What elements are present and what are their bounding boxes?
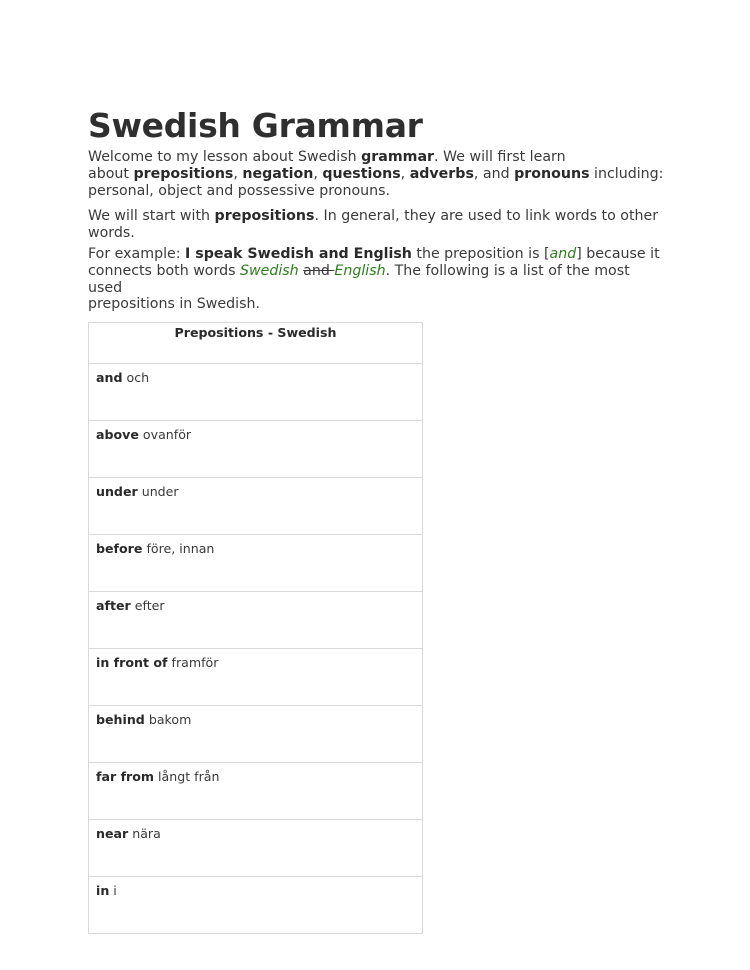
para-text: prepositions in Swedish.	[88, 296, 260, 313]
swedish-word: före, innan	[142, 541, 215, 556]
swedish-word: långt från	[154, 769, 220, 784]
swedish-word: i	[109, 883, 117, 898]
struck-and: and	[303, 262, 335, 279]
swedish-word: bakom	[144, 712, 192, 727]
para-text: the preposition is [	[411, 245, 550, 262]
table-cell	[89, 820, 423, 877]
table-row	[89, 763, 423, 820]
swedish-word: och	[122, 370, 150, 385]
para-text: For example:	[88, 245, 186, 262]
para-text: ] because it	[576, 245, 660, 262]
intro-text: , and	[473, 165, 515, 182]
english-word: behind	[96, 712, 145, 727]
english-word: after	[96, 598, 131, 613]
table-row	[89, 478, 423, 535]
keyword-adverbs: adverbs	[409, 165, 474, 182]
table-cell	[89, 478, 423, 535]
example-paragraph	[88, 246, 668, 313]
english-word: in front of	[96, 655, 168, 670]
intro-text: ,	[400, 165, 410, 182]
keyword-prepositions: prepositions	[133, 165, 234, 182]
intro-text: about	[88, 165, 134, 182]
intro-text: ,	[233, 165, 243, 182]
example-sentence: I speak Swedish and English	[185, 245, 412, 262]
english-word: in	[96, 883, 110, 898]
page-title: Swedish Grammar	[88, 106, 423, 145]
table-row	[89, 649, 423, 706]
table-row	[89, 706, 423, 763]
swedish-word: nära	[128, 826, 161, 841]
para-text: . The following is a list of the most used	[88, 262, 630, 296]
table-cell	[89, 763, 423, 820]
keyword-prepositions: prepositions	[214, 208, 315, 225]
highlight-english: English	[334, 262, 386, 279]
table-header-row	[89, 323, 423, 364]
table-row	[89, 820, 423, 877]
swedish-word: ovanför	[138, 427, 192, 442]
english-word: under	[96, 484, 138, 499]
prepositions-table	[88, 322, 423, 934]
swedish-word: framför	[167, 655, 219, 670]
intro-text: including:	[589, 165, 664, 182]
table-row	[89, 535, 423, 592]
table-cell	[89, 649, 423, 706]
table-row	[89, 364, 423, 421]
para-text: . In general, they are used to link words to other words.	[88, 208, 659, 242]
table-cell	[89, 706, 423, 763]
table-row	[89, 877, 423, 934]
highlight-and: and	[549, 245, 577, 262]
english-word: and	[96, 370, 123, 385]
table-cell	[89, 364, 423, 421]
intro-text: personal, object and possessive pronouns.	[88, 182, 391, 199]
para-text: connects both words	[88, 262, 240, 279]
table-row	[89, 592, 423, 649]
english-word: before	[96, 541, 143, 556]
swedish-word: under	[137, 484, 179, 499]
para-text: We will start with	[88, 208, 215, 225]
keyword-questions: questions	[322, 165, 401, 182]
keyword-pronouns: pronouns	[514, 165, 590, 182]
english-word: near	[96, 826, 129, 841]
intro-paragraph	[88, 149, 668, 199]
keyword-grammar: grammar	[361, 149, 435, 165]
table-row	[89, 421, 423, 478]
table-cell	[89, 421, 423, 478]
table-cell	[89, 877, 423, 934]
keyword-negation: negation	[242, 165, 314, 182]
prepositions-paragraph	[88, 208, 668, 242]
table-cell	[89, 592, 423, 649]
english-word: far from	[96, 769, 155, 784]
table-header: Prepositions - Swedish	[89, 323, 423, 364]
intro-text: Welcome to my lesson about Swedish	[88, 149, 362, 165]
english-word: above	[96, 427, 139, 442]
highlight-swedish: Swedish	[239, 262, 299, 279]
table-cell	[89, 535, 423, 592]
intro-text: . We will first learn	[434, 149, 566, 165]
document-body	[88, 104, 668, 313]
swedish-word: efter	[130, 598, 165, 613]
intro-text: ,	[313, 165, 323, 182]
